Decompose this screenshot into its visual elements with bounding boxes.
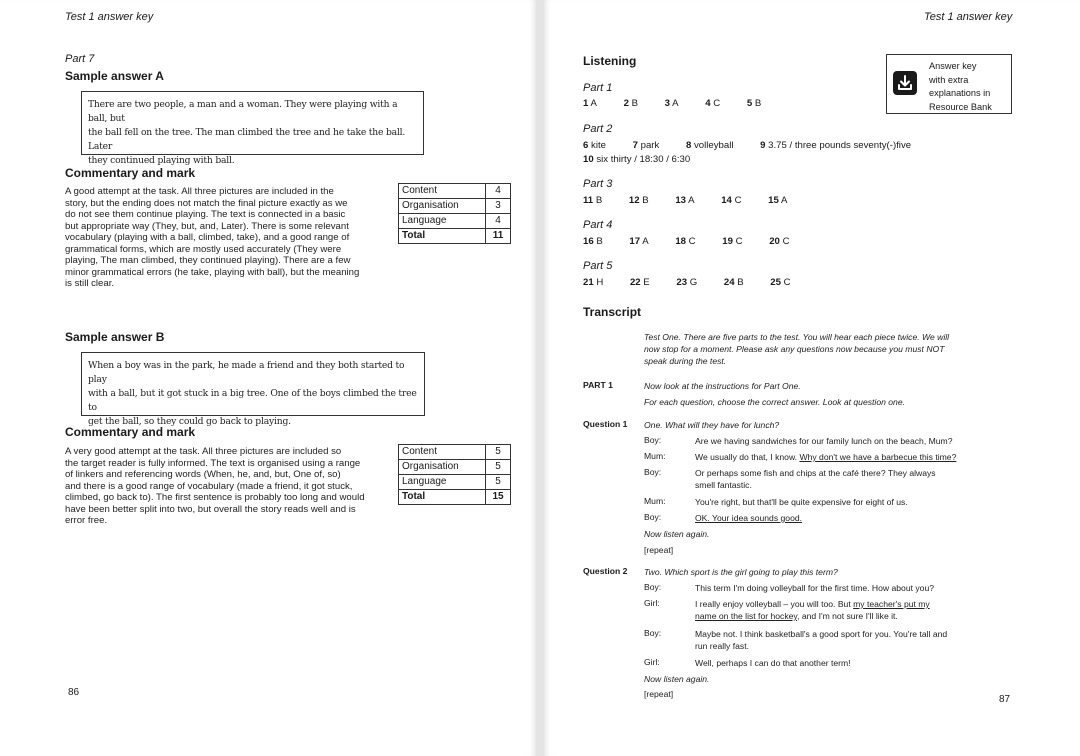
dialogue-line <box>695 512 802 524</box>
marks-label: Language <box>399 475 486 490</box>
question-1-prompt: One. What will they have for lunch? <box>644 420 780 430</box>
speaker: Girl: <box>644 657 660 667</box>
answer-item: 18 C <box>675 236 696 247</box>
commentary-line: is still clear. <box>65 278 115 289</box>
commentary-line: and there is a good range of vocabulary (made a friend, it got stuck, <box>65 480 353 492</box>
dialogue-line: We usually do that, I know. Why don't we have a barbecue this time? <box>695 452 957 462</box>
answer-item: 15 A <box>768 195 788 206</box>
instruction-line: For each question, choose the correct answer. Look at question one. <box>644 397 905 407</box>
answer-item: 23 G <box>676 277 698 288</box>
marks-row <box>399 214 511 229</box>
dialogue-line: Well, perhaps I can do that another term! <box>695 658 851 668</box>
intro-line: Test One. There are five parts to the test. You will hear each piece twice. We will <box>644 332 950 342</box>
key-underline: name on the list for hockey <box>695 611 798 621</box>
dialogue-line: Are we having sandwiches for our family lunch on the beach, Mum? <box>695 436 953 446</box>
marks-score: 11 <box>486 229 511 244</box>
commentary-line: have been better split into two, but overall the story reads well and is <box>65 503 356 515</box>
running-header: Test 1 answer key <box>65 11 154 23</box>
listen-again: Now listen again. <box>644 529 710 539</box>
key-underline: OK. Your idea sounds good. <box>695 513 803 523</box>
commentary-a-heading: Commentary and mark <box>65 166 196 180</box>
download-icon <box>893 71 917 95</box>
marks-total-row <box>399 229 511 244</box>
dialogue-line: I really enjoy volleyball – you will too. But my teacher's put my name on the list for hockey, and I'm not sure I'll like it. <box>695 599 930 621</box>
marks-label: Total <box>399 229 486 244</box>
answer-key-line: Answer key <box>929 61 977 71</box>
speaker: Boy: <box>644 467 662 477</box>
commentary-line: playing, The man climbed, they continued playing). There are a few <box>65 255 351 266</box>
marks-score: 5 <box>486 475 511 490</box>
question-2-prompt: Two. Which sport is the girl going to play this term? <box>644 567 838 577</box>
commentary-b-heading: Commentary and mark <box>65 425 196 439</box>
commentary-line: climbed, go back to). The first sentence is probably too long and would <box>65 492 365 503</box>
commentary-b-text <box>65 446 395 527</box>
answer-item: 21 H <box>583 277 604 288</box>
listening-heading: Listening <box>583 54 637 68</box>
speaker: Mum: <box>644 451 666 461</box>
speaker: Boy: <box>644 628 662 638</box>
sample-a-line: There are two people, a man and a woman. They were playing with a ball, but <box>88 99 398 124</box>
marks-row <box>399 199 511 214</box>
commentary-line: vocabulary (playing with a ball, climbed, take), and a good range of <box>65 232 350 243</box>
intro-line: speak during the test. <box>644 356 727 366</box>
marks-row <box>399 475 511 490</box>
speaker: Boy: <box>644 435 662 445</box>
part-label: Part 5 <box>583 260 613 272</box>
listen-again: Now listen again. <box>644 674 710 684</box>
commentary-line: story, but the ending does not match the final picture exactly as we <box>65 197 348 209</box>
marks-table-b <box>398 444 511 505</box>
answer-key-line: explanations in <box>929 88 991 98</box>
marks-row <box>399 445 511 460</box>
answer-row <box>583 236 814 247</box>
answer-item: 9 3.75 / three pounds seventy(-)five <box>760 140 912 151</box>
marks-label: Language <box>399 214 486 229</box>
answer-item: 6 kite <box>583 140 606 151</box>
speaker: Mum: <box>644 496 666 506</box>
answer-row <box>583 140 935 151</box>
question-1-label: Question 1 <box>583 419 628 429</box>
instruction-line: Now look at the instructions for Part One. <box>644 381 801 391</box>
right-page <box>544 0 1080 756</box>
commentary-a-text <box>65 186 395 290</box>
answer-item: 7 park <box>632 140 660 151</box>
answer-item: 17 A <box>629 236 649 247</box>
answer-key-line: with extra <box>929 74 969 85</box>
marks-score: 15 <box>486 490 511 505</box>
marks-score: 5 <box>486 445 511 460</box>
running-header: Test 1 answer key <box>924 11 1013 23</box>
sample-b-line: with a ball, but it got stuck in a big tree. One of the boys climbed the tree to <box>88 388 417 413</box>
answer-item: 16 B <box>583 236 603 247</box>
key-underline: my teacher's put my <box>853 599 930 609</box>
marks-label: Organisation <box>399 460 486 475</box>
sample-b-heading: Sample answer B <box>65 330 165 344</box>
answer-item: 10 six thirty / 18:30 / 6:30 <box>583 154 691 165</box>
answer-item: 19 C <box>722 236 743 247</box>
part1-instructions <box>644 380 905 408</box>
commentary-line: A good attempt at the task. All three pictures are included in the <box>65 186 334 197</box>
answer-row <box>583 195 811 206</box>
part1-label: PART 1 <box>583 380 613 390</box>
sample-b-line: get the ball, so they could go back to playing. <box>88 416 291 427</box>
marks-row <box>399 460 511 475</box>
transcript-intro <box>644 331 974 367</box>
part-label: Part 7 <box>65 53 95 65</box>
answer-row <box>583 98 785 109</box>
marks-score: 3 <box>486 199 511 214</box>
answer-item: 12 B <box>628 195 649 206</box>
dialogue-line: You're right, but that'll be quite expensive for eight of us. <box>695 497 908 507</box>
dialogue-line: This term I'm doing volleyball for the first time. How about you? <box>695 583 935 593</box>
marks-score: 4 <box>486 214 511 229</box>
answer-item: 1 A <box>583 98 597 109</box>
part-label: Part 2 <box>583 123 613 135</box>
answer-item: 25 C <box>770 277 791 288</box>
marks-label: Content <box>399 445 486 460</box>
answer-item: 8 volleyball <box>685 140 734 151</box>
answer-key-box <box>886 54 1012 114</box>
left-page <box>0 0 536 756</box>
answer-item: 13 A <box>675 195 695 206</box>
sample-a-line: the ball fell on the tree. The man climbed the tree and he take the ball. Later <box>88 127 406 152</box>
marks-row <box>399 184 511 199</box>
repeat-marker: [repeat] <box>644 545 674 555</box>
sample-a-box <box>81 91 424 166</box>
answer-key-line: Resource Bank <box>929 101 992 112</box>
part-label: Part 3 <box>583 178 613 190</box>
marks-label: Organisation <box>399 199 486 214</box>
part-label: Part 4 <box>583 219 613 231</box>
sample-a-line: they continued playing with ball. <box>88 155 235 166</box>
marks-total-row <box>399 490 511 505</box>
dialogue-line: Or perhaps some fish and chips at the café there? They always smell fantastic. <box>695 468 936 490</box>
answer-item: 4 C <box>705 98 721 109</box>
commentary-line: grammatical forms, which are mostly used accurately (They were <box>65 243 342 255</box>
commentary-line: of linkers and referencing words (When, he, and, but, One of, so) <box>65 469 341 480</box>
answer-item: 24 B <box>723 277 744 288</box>
repeat-marker: [repeat] <box>644 689 674 699</box>
answer-item: 14 C <box>721 195 742 206</box>
answer-row <box>583 154 714 165</box>
answer-key-text <box>929 60 992 114</box>
marks-score: 4 <box>486 184 511 199</box>
answer-item: 3 A <box>664 98 679 109</box>
commentary-line: minor grammatical errors (he take, playing with ball), but the meaning <box>65 266 360 278</box>
commentary-line: do not see them continue playing. The text is connected in a basic <box>65 209 346 220</box>
commentary-line: the target reader is fully informed. The text is organised using a range <box>65 457 361 469</box>
marks-label: Total <box>399 490 486 505</box>
question-2-label: Question 2 <box>583 566 628 576</box>
sample-a-heading: Sample answer A <box>65 69 164 83</box>
page-number: 87 <box>999 694 1011 705</box>
answer-item: 11 B <box>583 195 603 206</box>
marks-table-a <box>398 183 511 244</box>
sample-b-line: When a boy was in the park, he made a friend and they both started to play <box>88 360 405 385</box>
answer-row <box>583 277 815 288</box>
transcript-heading: Transcript <box>583 305 642 319</box>
commentary-line: A very good attempt at the task. All three pictures are included so <box>65 446 342 457</box>
sample-b-box <box>81 352 425 427</box>
commentary-line: but appropriate way (They, but, and, Later). There is some relevant <box>65 220 349 232</box>
answer-item: 5 B <box>746 98 762 109</box>
marks-score: 5 <box>486 460 511 475</box>
key-underline: Why don't we have a barbecue this time? <box>799 452 957 462</box>
speaker: Boy: <box>644 582 662 592</box>
answer-item: 2 B <box>623 98 638 109</box>
answer-item: 20 C <box>769 236 790 247</box>
answer-item: 22 E <box>629 277 650 288</box>
intro-line: now stop for a moment. Please ask any questions now because you must NOT <box>644 344 945 354</box>
part-label: Part 1 <box>583 82 613 94</box>
commentary-line: error free. <box>65 515 108 526</box>
speaker: Boy: <box>644 512 662 522</box>
page-number: 86 <box>68 687 80 698</box>
marks-label: Content <box>399 184 486 199</box>
speaker: Girl: <box>644 598 660 608</box>
dialogue-line: Maybe not. I think basketball's a good sport for you. You're tall and run really fast. <box>695 629 948 651</box>
